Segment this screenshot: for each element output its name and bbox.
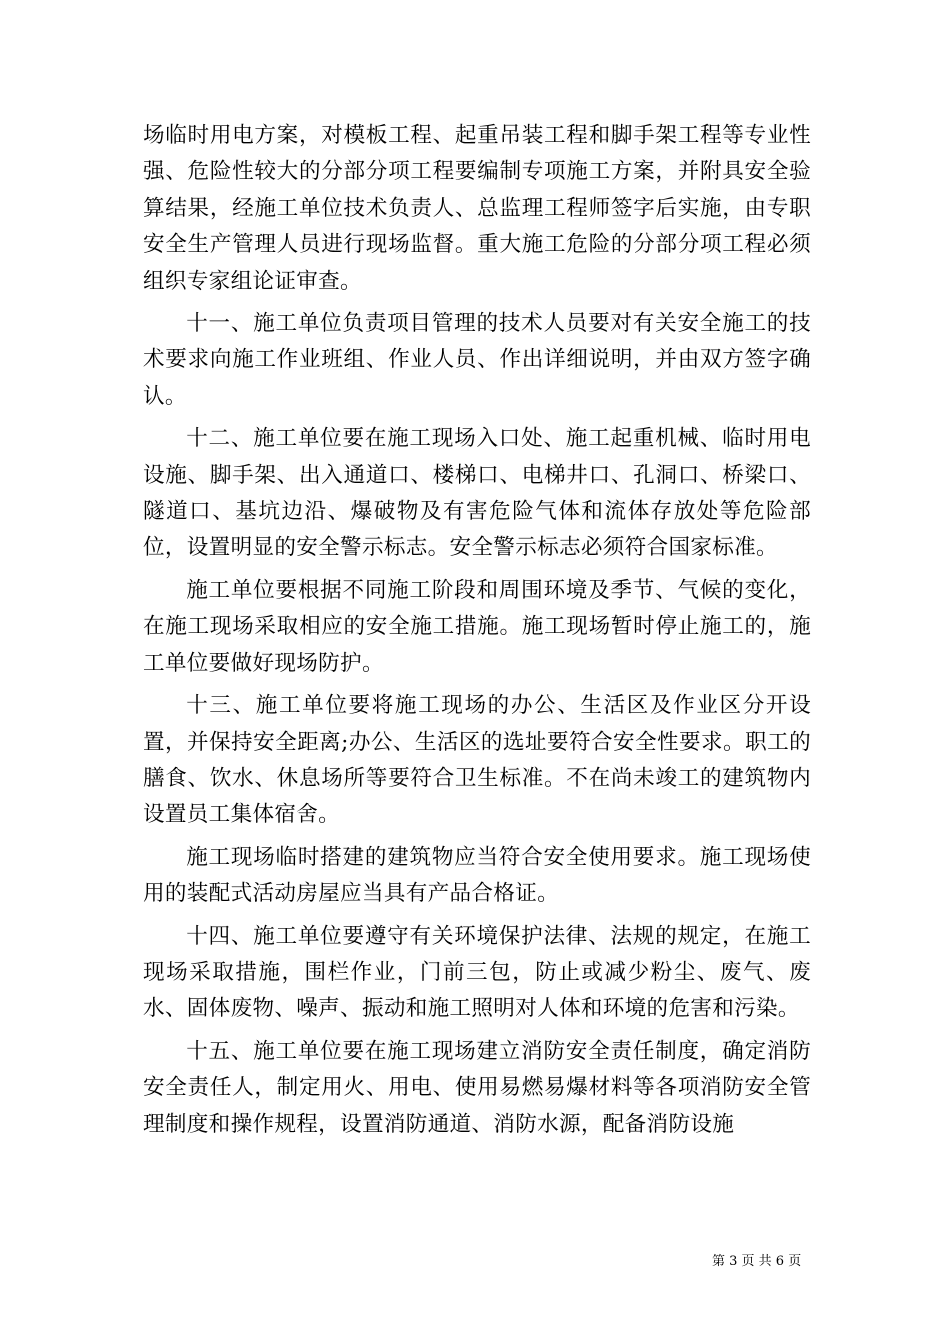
document-body [143,118,811,1149]
paragraph-continued: 场临时用电方案，对模板工程、起重吊装工程和脚手架工程等专业性强、危险性较大的分部分项工程要编制专项施工方案，并附具安全验算结果，经施工单位技术负责人、总监理工程师签字后实施，由专职安全生产管理人员进行现场监督。重大施工危险的分部分项工程必须组织专家组论证审查。 [143,123,811,294]
paragraph-12: 十二、施工单位要在施工现场入口处、施工起重机械、临时用电设施、脚手架、出入通道口、楼梯口、电梯井口、孔洞口、桥梁口、隧道口、基坑边沿、爆破物及有害危险气体和流体存放处等危险部位，设置明显的安全警示标志。安全警示标志必须符合国家标准。 [143,426,811,561]
paragraph-11: 十一、施工单位负责项目管理的技术人员要对有关安全施工的技术要求向施工作业班组、作业人员、作出详细说明，并由双方签字确认。 [143,311,811,409]
paragraph-13-sub: 施工现场临时搭建的建筑物应当符合安全使用要求。施工现场使用的装配式活动房屋应当具有产品合格证。 [143,844,811,907]
paragraph-12-sub: 施工单位要根据不同施工阶段和周围环境及季节、气候的变化，在施工现场采取相应的安全施工措施。施工现场暂时停止施工的，施工单位要做好现场防护。 [143,577,811,676]
page-number-footer: 第 3 页 共 6 页 [712,1254,802,1269]
paragraph-13: 十三、施工单位要将施工现场的办公、生活区及作业区分开设置，并保持安全距离;办公、生活区的选址要符合安全性要求。职工的膳食、饮水、休息场所等要符合卫生标准。不在尚未竣工的建筑物内设置员工集体宿舍。 [143,693,811,828]
paragraph-14: 十四、施工单位要遵守有关环境保护法律、法规的规定，在施工现场采取措施，围栏作业，门前三包，防止或减少粉尘、废气、废水、固体废物、噪声、振动和施工照明对人体和环境的危害和污染。 [143,923,811,1022]
paragraph-15: 十五、施工单位要在施工现场建立消防安全责任制度，确定消防安全责任人，制定用火、用电、使用易燃易爆材料等各项消防安全管理制度和操作规程，设置消防通道、消防水源，配备消防设施 [143,1038,811,1137]
